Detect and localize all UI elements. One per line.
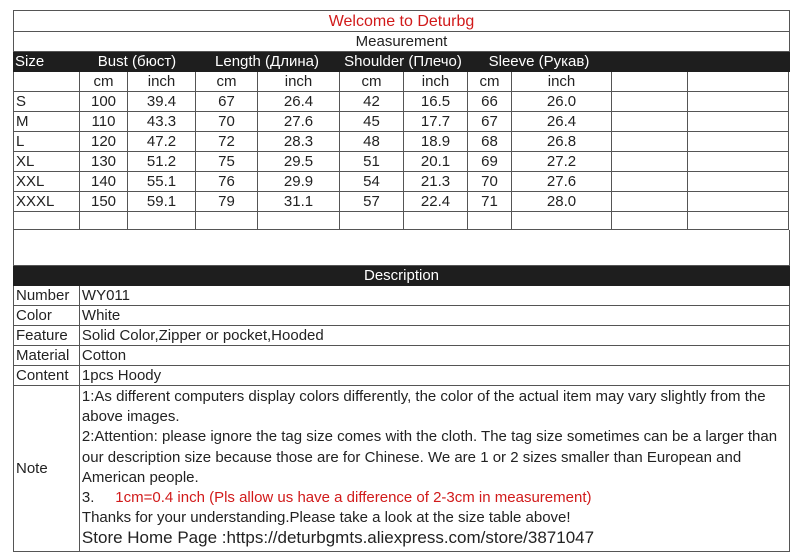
measure-value: 28.3	[258, 132, 340, 152]
content-value: 1pcs Hoody	[80, 366, 790, 386]
desc-row-feature	[13, 326, 790, 346]
measure-value: 68	[468, 132, 512, 152]
desc-row-number	[13, 286, 790, 306]
spacer-row	[13, 230, 790, 266]
content-label: Content	[14, 366, 80, 386]
size-label: S	[14, 92, 80, 112]
size-label: XL	[14, 152, 80, 172]
measure-value: 26.8	[512, 132, 612, 152]
note-conversion-text: 1cm=0.4 inch (Pls allow us have a difference of 2-3cm in measurement)	[115, 489, 592, 507]
measure-value: 150	[80, 192, 128, 212]
measure-value: 28.0	[512, 192, 612, 212]
size-row	[13, 172, 790, 192]
measure-value: 45	[340, 112, 404, 132]
measure-value: 48	[340, 132, 404, 152]
measure-value: 27.6	[258, 112, 340, 132]
unit-cell: cm	[196, 72, 258, 92]
header-bust: Bust (бюст)	[97, 53, 177, 70]
measure-value: 130	[80, 152, 128, 172]
measure-value: 22.4	[404, 192, 468, 212]
measure-value: 26.4	[258, 92, 340, 112]
measure-value: 51.2	[128, 152, 196, 172]
size-row	[13, 92, 790, 112]
color-value: White	[80, 306, 790, 326]
measure-value: 140	[80, 172, 128, 192]
measure-value: 21.3	[404, 172, 468, 192]
desc-row-material	[13, 346, 790, 366]
measure-value: 17.7	[404, 112, 468, 132]
header-shoulder: Shoulder (Плечо)	[344, 53, 462, 70]
feature-label: Feature	[14, 326, 80, 346]
size-table-header	[13, 52, 790, 72]
unit-cell: inch	[512, 72, 612, 92]
measure-value: 55.1	[128, 172, 196, 192]
measure-value: 20.1	[404, 152, 468, 172]
welcome-title: Welcome to Deturbg	[13, 10, 790, 32]
note-line-3	[82, 488, 789, 508]
product-sheet	[13, 10, 790, 552]
note-line-4: Thanks for your understanding.Please take a look at the size table above!	[81, 509, 571, 527]
measure-value: 54	[340, 172, 404, 192]
size-row	[13, 192, 790, 212]
measure-value: 18.9	[404, 132, 468, 152]
material-value: Cotton	[80, 346, 790, 366]
measure-value: 29.9	[258, 172, 340, 192]
unit-cell: inch	[128, 72, 196, 92]
measure-value: 76	[196, 172, 258, 192]
measure-value: 59.1	[128, 192, 196, 212]
measure-value: 100	[80, 92, 128, 112]
note-line-3-number: 3.	[81, 489, 95, 507]
note-line-2: 2:Attention: please ignore the tag size comes with the cloth. The tag size sometimes can be a larger than our description size because those are for Chinese. We are 1 or 2 sizes smaller than European and American people.	[81, 428, 778, 486]
size-label: M	[14, 112, 80, 132]
measure-value: 71	[468, 192, 512, 212]
measure-value: 29.5	[258, 152, 340, 172]
size-row	[13, 132, 790, 152]
measure-value: 72	[196, 132, 258, 152]
measure-value: 79	[196, 192, 258, 212]
note-line-1: 1:As different computers display colors differently, the color of the actual item may vary slightly from the above images.	[81, 388, 766, 426]
measure-value: 75	[196, 152, 258, 172]
measure-value: 47.2	[128, 132, 196, 152]
header-length: Length (Длина)	[215, 53, 319, 70]
note-content	[80, 386, 790, 552]
measure-value: 51	[340, 152, 404, 172]
store-home-link[interactable]: Store Home Page :https://deturbgmts.aliexpress.com/store/3871047	[81, 528, 595, 548]
size-row	[13, 112, 790, 132]
size-label: XXXL	[14, 192, 80, 212]
measure-value: 70	[468, 172, 512, 192]
note-row	[13, 386, 790, 552]
number-value: WY011	[80, 286, 790, 306]
measure-value: 26.4	[512, 112, 612, 132]
description-heading-text: Description	[363, 267, 440, 284]
measure-value: 67	[468, 112, 512, 132]
measure-value: 67	[196, 92, 258, 112]
blank-row	[13, 212, 790, 230]
measure-value: 57	[340, 192, 404, 212]
measure-value: 110	[80, 112, 128, 132]
measure-value: 27.2	[512, 152, 612, 172]
unit-cell: inch	[258, 72, 340, 92]
measure-value: 66	[468, 92, 512, 112]
unit-cell: cm	[340, 72, 404, 92]
note-label: Note	[14, 386, 80, 552]
size-label: L	[14, 132, 80, 152]
header-sleeve: Sleeve (Рукав)	[488, 53, 590, 70]
desc-row-content	[13, 366, 790, 386]
feature-value: Solid Color,Zipper or pocket,Hooded	[80, 326, 790, 346]
unit-cell: cm	[468, 72, 512, 92]
description-heading	[13, 266, 790, 286]
measure-value: 43.3	[128, 112, 196, 132]
number-label: Number	[14, 286, 80, 306]
measure-value: 16.5	[404, 92, 468, 112]
measure-value: 27.6	[512, 172, 612, 192]
size-rows	[13, 92, 790, 212]
size-label: XXL	[14, 172, 80, 192]
measure-value: 120	[80, 132, 128, 152]
size-row	[13, 152, 790, 172]
measure-value: 26.0	[512, 92, 612, 112]
units-row	[13, 72, 790, 92]
measure-value: 70	[196, 112, 258, 132]
desc-row-color	[13, 306, 790, 326]
measure-value: 69	[468, 152, 512, 172]
measure-value: 42	[340, 92, 404, 112]
measure-value: 31.1	[258, 192, 340, 212]
unit-cell: inch	[404, 72, 468, 92]
header-size: Size	[15, 53, 45, 70]
measure-value: 39.4	[128, 92, 196, 112]
material-label: Material	[14, 346, 80, 366]
measurement-heading: Measurement	[13, 32, 790, 52]
color-label: Color	[14, 306, 80, 326]
unit-cell: cm	[80, 72, 128, 92]
